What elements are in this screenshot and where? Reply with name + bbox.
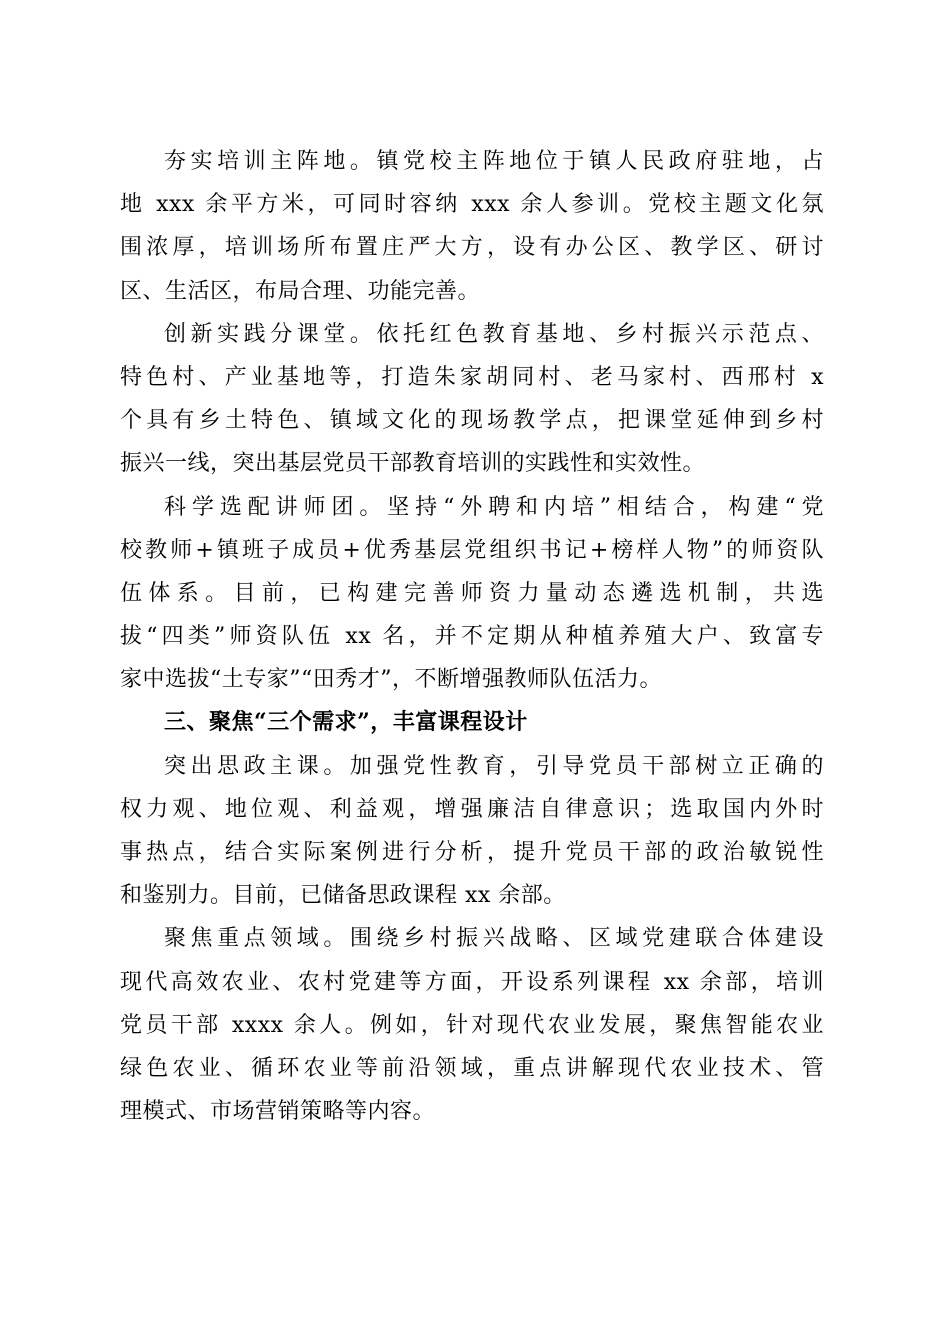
paragraph-line: 创新实践分课堂。依托红色教育基地、乡村振兴示范点、 — [164, 321, 824, 347]
paragraph-line: 校教师+镇班子成员+优秀基层党组织书记+榜样人物”的师资队 — [120, 537, 824, 563]
paragraph-line: 特色村、产业基地等，打造朱家胡同村、老马家村、西邢村 x — [120, 364, 824, 390]
paragraph-ideology-course — [120, 745, 824, 918]
paragraph-line: 区、生活区，布局合理、功能完善。 — [120, 278, 481, 304]
paragraph-lecturer-team — [120, 486, 824, 702]
paragraph-line: 夯实培训主阵地。镇党校主阵地位于镇人民政府驻地，占 — [164, 149, 824, 174]
paragraph-line: 地 xxx 余平方米，可同时容纳 xxx 余人参训。党校主题文化氛 — [120, 192, 824, 218]
paragraph-line: 个具有乡土特色、镇域文化的现场教学点，把课堂延伸到乡村 — [120, 408, 824, 434]
paragraph-line: 拔“四类”师资队伍 xx 名，并不定期从种植养殖大户、致富专 — [120, 624, 824, 650]
paragraph-training-base — [120, 140, 824, 313]
paragraph-line: 绿色农业、循环农业等前沿领域，重点讲解现代农业技术、管 — [120, 1055, 824, 1081]
paragraph-line: 事热点，结合实际案例进行分析，提升党员干部的政治敏锐性 — [120, 840, 824, 865]
paragraph-practice-classroom — [120, 313, 824, 486]
paragraph-line: 和鉴别力。目前，已储备思政课程 xx 余部。 — [120, 883, 566, 909]
paragraph-line: 科学选配讲师团。坚持“外聘和内培”相结合，构建“党 — [164, 494, 824, 520]
paragraph-line: 突出思政主课。加强党性教育，引导党员干部树立正确的 — [164, 753, 824, 779]
paragraph-line: 党员干部 xxxx 余人。例如，针对现代农业发展，聚焦智能农业 — [120, 1012, 824, 1038]
paragraph-line: 振兴一线，突出基层党员干部教育培训的实践性和实效性。 — [120, 451, 706, 477]
document-body — [120, 140, 824, 1133]
paragraph-line: 聚焦重点领域。围绕乡村振兴战略、区域党建联合体建设 — [164, 926, 824, 952]
paragraph-line: 围浓厚，培训场所布置庄严大方，设有办公区、教学区、研讨 — [120, 235, 824, 261]
paragraph-line: 家中选拔“土专家”“田秀才”，不断增强教师队伍活力。 — [120, 667, 662, 693]
paragraph-line: 理模式、市场营销策略等内容。 — [120, 1099, 436, 1125]
paragraph-key-areas — [120, 917, 824, 1133]
paragraph-line: 权力观、地位观、利益观，增强廉洁自律意识；选取国内外时 — [120, 796, 824, 822]
paragraph-line: 伍体系。目前，已构建完善师资力量动态遴选机制，共选 — [120, 580, 824, 606]
paragraph-line: 现代高效农业、农村党建等方面，开设系列课程 xx 余部，培训 — [120, 969, 824, 995]
section-heading: 三、聚焦“三个需求”，丰富课程设计 — [164, 709, 528, 736]
